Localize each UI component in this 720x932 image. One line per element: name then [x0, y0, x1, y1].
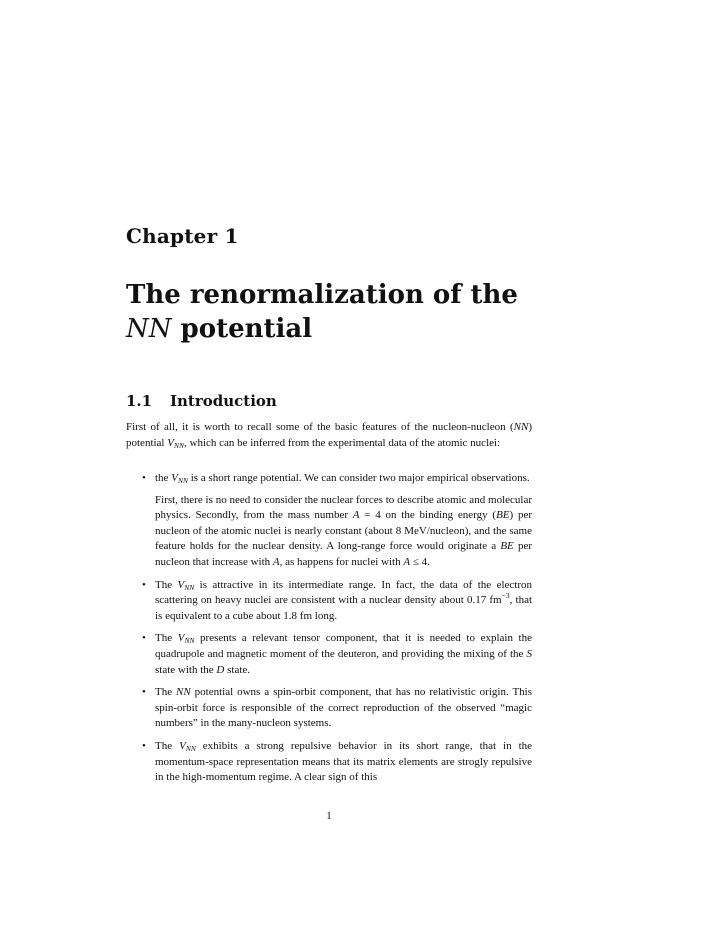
list-item-subparagraph: First, there is no need to consider the nuclear forces to describe atomic and molecular physics. Secondly, from the mass number A = 4 on the binding energy (BE) per nucleon of the atomic nuclei is nearly constant (about 8 MeV/nucleon), and the same feature holds for the nuclear density. A long-range force would originate a BE per nucleon that increase with A, as happens for nuclei with A ≤ 4. [155, 493, 532, 568]
chapter-title-rest: potential [171, 314, 313, 344]
bullet-icon: • [142, 739, 146, 752]
section-number: 1.1 [126, 392, 153, 410]
list-item [126, 631, 532, 678]
list-item-text: The $V_{NN}$ presents a relevant tensor component, that it is needed to explain the quadrupole and magnetic moment of the deuteron, and providing the mixing of the S state with the D state. [155, 632, 532, 676]
page-number: 1 [326, 810, 332, 822]
chapter-title [126, 278, 566, 346]
list-item [126, 578, 532, 625]
list-item [126, 739, 532, 786]
chapter-label: Chapter 1 [126, 224, 239, 248]
list-item-text: The $V_{NN}$ exhibits a strong repulsive behavior in its short range, that in the momentum-space representation means that its matrix elements are strogly repulsive in the high-momentum regime. A clear sign of this [155, 739, 533, 784]
bullet-icon: • [142, 472, 146, 484]
bullet-icon: • [142, 578, 146, 591]
list-item [126, 471, 532, 571]
bullet-icon: • [142, 632, 146, 645]
list-item-text: The $V_{NN}$ is attractive in its intermediate range. In fact, the data of the electron scattering on heavy nuclei are consistent with a nuclear density about 0.17 $fm^{-3}$, that is equivalent to a cube about 1.8 fm long. [155, 578, 533, 622]
intro-paragraph: First of all, it is worth to recall some of the basic features of the nucleon-nucleon (NN) potential $V_{NN}$, which can be inferred from the experimental data of the atomic nuclei: [126, 421, 532, 450]
list-item [126, 685, 532, 732]
chapter-title-line1: The renormalization of the [126, 280, 518, 310]
feature-list [126, 471, 532, 793]
bullet-icon: • [142, 686, 146, 699]
chapter-title-math: NN [126, 314, 172, 344]
section-heading [126, 392, 277, 410]
list-item-text: the $V_{NN}$ is a short range potential. We can consider two major empirical observations. [155, 472, 530, 485]
section-title: Introduction [170, 392, 277, 410]
list-item-text: The NN potential owns a spin-orbit component, that has no relativistic origin. This spin-orbit force is responsible of the correct reproduction of the observed “magic numbers” in the many-nucleon systems. [155, 686, 532, 730]
